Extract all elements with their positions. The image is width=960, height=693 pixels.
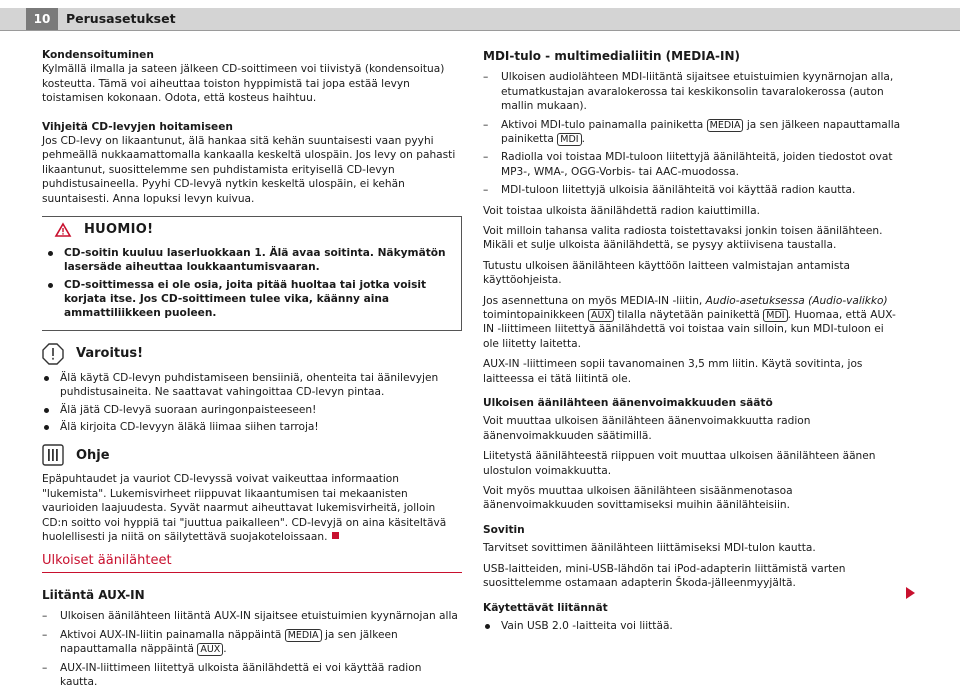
media-key: MEDIA — [707, 119, 744, 132]
left-column — [42, 48, 462, 693]
aux-item — [42, 628, 462, 657]
condensation-heading: Kondensoituminen — [42, 49, 154, 61]
warning-title: HUOMIO! — [84, 222, 154, 238]
paragraph-text: . Huomaa, että AUX-IN -liittimeen liitettyä äänilähdettä voi toistaa vain silloin, kun MDI-tuloon ei ole liitetty laitetta. — [483, 309, 896, 350]
paragraph: USB-laitteiden, mini-USB-lähdön tai iPod-adapterin liittämistä varten suosittelemme ostamaan adapterin Škoda-jälleenmyyjältä. — [483, 562, 846, 590]
aux-item: – AUX-IN-liittimeen liitettyä ulkoista äänilähdettä ei voi käyttää radion kautta. — [42, 661, 462, 690]
aux-heading: Liitäntä AUX-IN — [42, 588, 145, 603]
paragraph-text: Jos asennettuna on myös MEDIA-IN -liitin, — [483, 294, 703, 307]
paragraph: Voit milloin tahansa valita radiosta toistettavaksi jonkin toisen äänilähteen. Mikäli et sulje ulkoista äänilähdettä, se pysyy aktiivisena taustalla. — [483, 224, 883, 252]
connections-list — [483, 619, 901, 633]
caution-item: Älä kirjoita CD-levyyn äläkä liimaa siihen tarroja! — [42, 420, 462, 434]
caution-item: Älä jätä CD-levyä suoraan auringonpaisteeseen! — [42, 403, 462, 417]
mdi-item-text: Aktivoi MDI-tulo painamalla painiketta — [501, 118, 704, 131]
note-header — [42, 444, 462, 466]
aux-item-text: . — [223, 643, 227, 656]
page-number: 10 — [26, 8, 58, 30]
caution-header — [42, 343, 462, 365]
aux-list — [42, 609, 462, 689]
page-header — [0, 0, 960, 36]
connections-heading: Käytettävät liitännät — [483, 601, 608, 614]
mdi-key: MDI — [557, 133, 581, 146]
warning-item: CD-soittimessa ei ole osia, joita pitää huoltaa tai jotka voisit korjata itse. Jos CD-soittimeen tulee vika, käänny aina ammattiliikkeen puoleen. — [46, 278, 461, 321]
paragraph-text: tilalla näytetään painikettä — [617, 309, 760, 321]
cd-care-text: Jos CD-levy on likaantunut, älä hankaa sitä kehän suuntaisesti vaan pyyhi pehmeällä nukkaamattomalla kankaalla keskeltä ulospäin. Jos levy on pahasti likaantunut, suosittelemme sen puhdistamista erityisellä CD-levyn puhdistusaineella. Pyyhi CD-levyä nytkin keskeltä ulospäin, ei kehän suuntaisesti. Anna lopuksi levyn kuivua. — [42, 135, 456, 205]
paragraph: Tarvitset sovittimen äänilähteen liittämiseksi MDI-tulon kautta. — [483, 542, 816, 555]
paragraph: Voit myös muuttaa ulkoisen äänilähteen sisäänmenotasoa äänenvoimakkuuden sovittamiseksi muihin äänilähteisiin. — [483, 485, 793, 512]
condensation-text: Kylmällä ilmalla ja sateen jälkeen CD-soittimeen voi tiivistyä (kondensoitua) kosteutta. Tämä voi aiheuttaa toiston hyppimistä tai jopa estää levyn toistamisen kokonaan. Odota, että kosteus haihtuu. — [42, 63, 445, 105]
mdi-item: – Radiolla voi toistaa MDI-tuloon liitettyjä äänilähteitä, joiden tiedostot ovat MP3-, WMA-, OGG-Vorbis- tai AAC-muodossa. — [483, 150, 901, 179]
menu-path: Audio-asetuksessa (Audio-valikko) — [705, 294, 888, 307]
paragraph: Liitetystä äänilähteestä riippuen voit muuttaa ulkoisen äänilähteen äänen ulostulon voimakkuutta. — [483, 450, 876, 477]
header-divider — [0, 30, 960, 31]
mdi-heading: MDI-tulo - multimedialiitin (MEDIA-IN) — [483, 49, 740, 63]
note-info-icon — [42, 444, 72, 466]
aux-key: AUX — [197, 643, 223, 656]
mdi-item: – Ulkoisen audiolähteen MDI-liitäntä sijaitsee etuistuimien kyynärnojan alla, etumatkustajan avaralokerossa tai keskikonsolin tavaralokerossa (auton mallin mukaan). — [483, 70, 901, 113]
warning-item: CD-soitin kuuluu laserluokkaan 1. Älä avaa soitinta. Näkymätön lasersäde aiheuttaa loukkaantumisvaaran. — [46, 246, 461, 275]
paragraph — [483, 294, 901, 352]
caution-title: Varoitus! — [76, 345, 144, 361]
chapter-title: Perusasetukset — [66, 11, 176, 26]
mdi-list — [483, 70, 901, 197]
adapter-heading: Sovitin — [483, 523, 525, 536]
note-text-content: Epäpuhtaudet ja vauriot CD-levyssä voivat vaikeuttaa informaation "lukemista". Lukemisvirheet riippuvat likaantumisen tai mekaanisten vaurioiden laajuudesta. Syvät naarmut aiheuttavat lukemisvirheitä, jolloin CD:n soitto voi hyppiä tai "juuttua paikalleen". CD-levyjä on aina käsiteltävä huolellisesti ja niitä on säilytettävä suojakoteloissaan. — [42, 473, 447, 544]
caution-item: Älä käytä CD-levyn puhdistamiseen bensiiniä, ohenteita tai äänilevyjen puhdistusaineita. Ne saattavat vahingoittaa CD-levyn pintaa. — [42, 371, 462, 400]
warning-body — [42, 246, 461, 321]
paragraph: Voit muuttaa ulkoisen äänilähteen äänenvoimakkuutta radion äänenvoimakkuuden säätimillä. — [483, 415, 811, 442]
cd-care-heading: Vihjeitä CD-levyjen hoitamiseen — [42, 120, 233, 133]
mdi-item: – MDI-tuloon liitettyjä ulkoisia äänilähteitä voi käyttää radion kautta. — [483, 183, 901, 197]
mdi-key: MDI — [763, 309, 787, 322]
connections-item: Vain USB 2.0 -laitteita voi liittää. — [483, 619, 901, 633]
note-text — [42, 472, 462, 544]
warning-header — [42, 221, 461, 240]
aux-item-text: ja sen jälkeen napauttamalla näppäintä — [60, 628, 398, 656]
aux-key: AUX — [588, 309, 614, 322]
mdi-item-text: . — [581, 132, 585, 145]
paragraph: Voit toistaa ulkoista äänilähdettä radion kaiuttimilla. — [483, 204, 760, 217]
warning-triangle-icon — [42, 223, 84, 237]
section-title-external-sources: Ulkoiset äänilähteet — [42, 552, 462, 573]
aux-item-text: Aktivoi AUX-IN-liitin painamalla näppäintä — [60, 628, 282, 641]
aux-item: – Ulkoisen äänilähteen liitäntä AUX-IN sijaitsee etuistuimien kyynärnojan alla — [42, 609, 462, 623]
paragraph: AUX-IN -liittimeen sopii tavanomainen 3,5 mm liitin. Käytä sovitinta, jos laitteessa ei tätä liitintä ole. — [483, 358, 863, 385]
media-key: MEDIA — [285, 629, 322, 642]
end-marker-icon — [332, 532, 339, 539]
mdi-item — [483, 118, 901, 147]
warning-box — [42, 216, 462, 331]
caution-list — [42, 371, 462, 435]
caution-exclamation-icon — [42, 343, 72, 365]
mdi-item-text: ja sen jälkeen napauttamalla painiketta — [501, 118, 901, 145]
continue-arrow-icon — [906, 587, 915, 599]
right-column — [483, 48, 901, 636]
paragraph-text: toimintopainikkeen — [483, 309, 585, 321]
paragraph: Tutustu ulkoisen äänilähteen käyttöön laitteen valmistajan antamista käyttöohjeista. — [483, 259, 851, 287]
note-title: Ohje — [76, 447, 110, 463]
volume-heading: Ulkoisen äänilähteen äänenvoimakkuuden säätö — [483, 397, 773, 410]
